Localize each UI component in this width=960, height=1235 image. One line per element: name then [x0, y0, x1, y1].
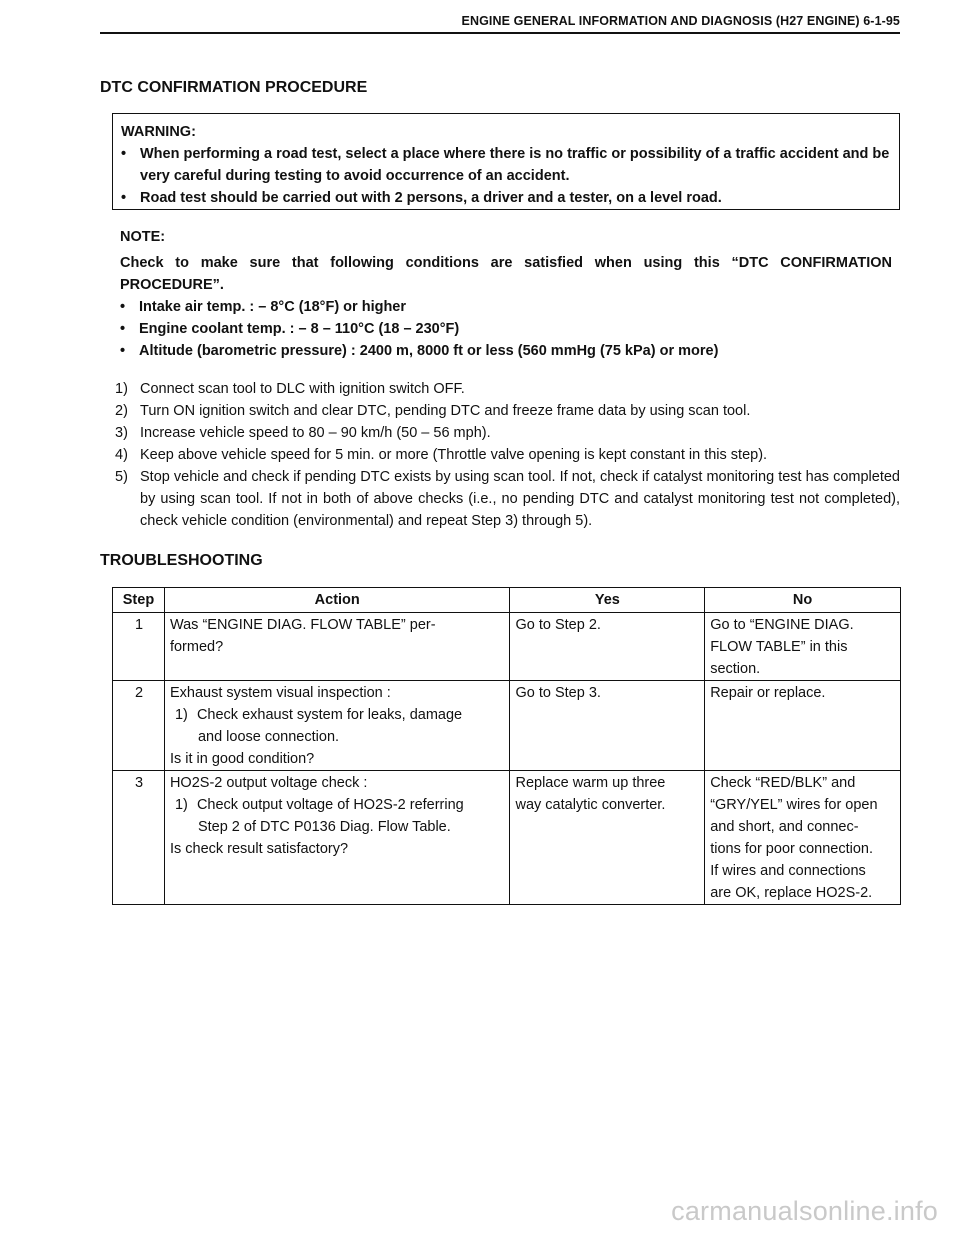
note-label: NOTE:	[120, 229, 166, 245]
no-line: Repair or replace.	[710, 685, 826, 701]
no-cell	[705, 613, 901, 681]
action-substep-line: Step 2 of DTC P0136 Diag. Flow Table.	[197, 819, 451, 835]
no-line: are OK, replace HO2S-2.	[710, 885, 873, 901]
action-substep-number: 1)	[174, 797, 188, 813]
procedure-step	[115, 422, 900, 444]
action-line: Was “ENGINE DIAG. FLOW TABLE” per-	[169, 617, 436, 633]
action-question: Is check result satisfactory?	[169, 841, 349, 857]
bullet-dot-icon: •	[120, 343, 126, 359]
yes-line: Replace warm up three	[515, 775, 666, 791]
section-title-troubleshooting: TROUBLESHOOTING	[100, 552, 263, 569]
procedure-step-number: 1)	[115, 381, 128, 397]
action-substep-number: 1)	[174, 707, 188, 723]
no-cell	[705, 771, 901, 905]
no-line: Check “RED/BLK” and	[710, 775, 856, 791]
procedure-step-number: 4)	[115, 447, 128, 463]
column-header-step: Step	[113, 588, 165, 613]
no-line: Go to “ENGINE DIAG.	[710, 617, 854, 633]
yes-line: Go to Step 2.	[515, 617, 601, 633]
troubleshooting-table	[112, 587, 901, 905]
action-question: Is it in good condition?	[169, 751, 315, 767]
action-cell	[164, 771, 510, 905]
warning-label: WARNING:	[121, 124, 196, 140]
column-header-yes: Yes	[510, 588, 705, 613]
procedure-step	[115, 466, 900, 532]
action-substep-line: Check output voltage of HO2S-2 referring	[196, 797, 464, 813]
action-substep	[170, 794, 506, 838]
action-cell	[164, 613, 510, 681]
procedure-step-text: Keep above vehicle speed for 5 min. or more (Throttle valve opening is kept constant in this step).	[140, 447, 768, 463]
note-bullet-text: Engine coolant temp. : – 8 – 110°C (18 – 230°F)	[139, 321, 460, 337]
note-bullet	[120, 296, 892, 318]
yes-line: way catalytic converter.	[515, 797, 666, 813]
table-row	[113, 681, 901, 771]
action-substep-line: and loose connection.	[197, 729, 340, 745]
note-bullet-text: Intake air temp. : – 8°C (18°F) or higher	[139, 299, 407, 315]
warning-bullet	[121, 143, 891, 187]
action-substep-line: Check exhaust system for leaks, damage	[196, 707, 463, 723]
procedure-step-text: Connect scan tool to DLC with ignition switch OFF.	[140, 381, 465, 397]
procedure-step	[115, 444, 900, 466]
procedure-step-number: 3)	[115, 425, 128, 441]
step-number-cell: 2	[113, 681, 165, 771]
note-bullet	[120, 340, 892, 362]
bullet-dot-icon: •	[120, 299, 126, 315]
step-number-cell: 3	[113, 771, 165, 905]
warning-bullet	[121, 187, 891, 209]
note-bullet	[120, 318, 892, 340]
table-header-row	[113, 588, 901, 613]
no-cell	[705, 681, 901, 771]
header-rule	[100, 32, 900, 34]
page-header: ENGINE GENERAL INFORMATION AND DIAGNOSIS (H27 ENGINE) 6-1-95	[461, 14, 900, 28]
no-line: If wires and connections	[710, 863, 866, 879]
yes-cell	[510, 613, 705, 681]
note-block	[120, 226, 892, 362]
note-bullet-text: Altitude (barometric pressure) : 2400 m, 8000 ft or less (560 mmHg (75 kPa) or more)	[139, 343, 719, 359]
no-line: and short, and connec-	[710, 819, 859, 835]
procedure-step-text: Stop vehicle and check if pending DTC exists by using scan tool. If not, check if catalyst monitoring test has completed by using scan tool. If not in both of above checks (i.e., no pending DTC and catalyst monitoring test not completed), check vehicle condition (environmental) and repeat Step 3) through 5).	[140, 469, 900, 529]
procedure-step-text: Increase vehicle speed to 80 – 90 km/h (50 – 56 mph).	[140, 425, 491, 441]
table-row	[113, 771, 901, 905]
column-header-action: Action	[164, 588, 510, 613]
action-title: Exhaust system visual inspection :	[169, 685, 391, 701]
no-line: section.	[710, 661, 761, 677]
watermark: carmanualsonline.info	[671, 1196, 938, 1226]
procedure-list	[115, 378, 900, 532]
bullet-dot-icon: •	[121, 146, 127, 162]
action-substep	[170, 704, 506, 748]
action-line: formed?	[169, 639, 224, 655]
warning-box	[112, 113, 900, 210]
no-line: FLOW TABLE” in this	[710, 639, 848, 655]
yes-cell	[510, 681, 705, 771]
no-line: tions for poor connection.	[710, 841, 874, 857]
bullet-dot-icon: •	[120, 321, 126, 337]
procedure-step-number: 5)	[115, 469, 128, 485]
no-line: “GRY/YEL” wires for open	[710, 797, 878, 813]
procedure-step-number: 2)	[115, 403, 128, 419]
action-title: HO2S-2 output voltage check :	[169, 775, 368, 791]
warning-bullet-text: Road test should be carried out with 2 persons, a driver and a tester, on a level road.	[140, 190, 722, 206]
section-title-dtc-confirmation: DTC CONFIRMATION PROCEDURE	[100, 79, 368, 96]
procedure-step	[115, 378, 900, 400]
column-header-no: No	[705, 588, 901, 613]
note-intro: Check to make sure that following conditions are satisfied when using this “DTC CONFIRMATION PROCEDURE”.	[120, 255, 892, 293]
warning-bullet-text: When performing a road test, select a place where there is no traffic or possibility of a traffic accident and be very careful during testing to avoid occurrence of an accident.	[140, 146, 890, 184]
procedure-step	[115, 400, 900, 422]
step-number-cell: 1	[113, 613, 165, 681]
bullet-dot-icon: •	[121, 190, 127, 206]
procedure-step-text: Turn ON ignition switch and clear DTC, pending DTC and freeze frame data by using scan tool.	[140, 403, 751, 419]
table-row	[113, 613, 901, 681]
yes-line: Go to Step 3.	[515, 685, 601, 701]
action-cell	[164, 681, 510, 771]
yes-cell	[510, 771, 705, 905]
